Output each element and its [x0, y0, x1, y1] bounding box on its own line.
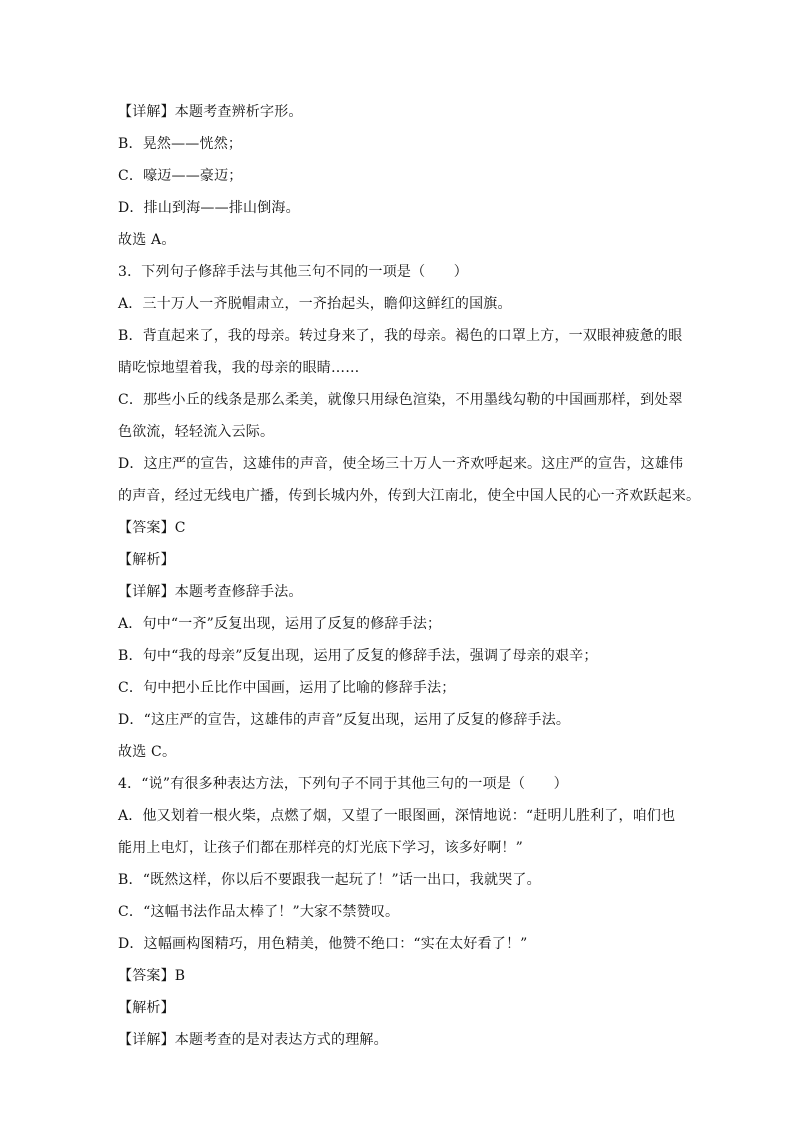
question-3-detail-heading: 【详解】本题考查修辞手法。: [118, 584, 303, 600]
analysis-detail-line: 【详解】本题考查辨析字形。: [118, 104, 303, 120]
question-3-explanation-a: A．句中“一齐”反复出现，运用了反复的修辞手法；: [118, 616, 442, 632]
question-3-option-c-line-1: C．那些小丘的线条是那么柔美，就像只用绿色渲染，不用墨线勾勒的中国画那样，到处翠: [118, 392, 683, 408]
question-4-analysis-heading: 【解析】: [118, 1000, 175, 1016]
question-4-option-b: B．“既然这样，你以后不要跟我一起玩了！”话一出口，我就哭了。: [118, 872, 541, 888]
question-3-option-c-line-2: 色欲流，轻轻流入云际。: [118, 424, 275, 440]
question-4-answer: 【答案】B: [118, 968, 186, 984]
question-3-option-d-line-2: 的声音，经过无线电广播，传到长城内外，传到大江南北，使全中国人民的心一齐欢跃起来。: [118, 488, 701, 504]
question-4-stem: 4．“说”有很多种表达方法，下列句子不同于其他三句的一项是（ ）: [118, 776, 568, 792]
question-3-choose-answer: 故选 C。: [118, 744, 177, 760]
question-4-option-a-line-1: A．他又划着一根火柴，点燃了烟，又望了一眼图画，深情地说：“赶明儿胜利了，咱们也: [118, 808, 676, 824]
question-3-option-b-line-1: B．背直起来了，我的母亲。转过身来了，我的母亲。褐色的口罩上方，一双眼神疲惫的眼: [118, 328, 683, 344]
choose-answer-line: 故选 A。: [118, 232, 176, 248]
question-3-analysis-heading: 【解析】: [118, 552, 175, 568]
question-3-answer: 【答案】C: [118, 520, 186, 536]
question-3-stem: 3．下列句子修辞手法与其他三句不同的一项是（ ）: [118, 264, 468, 280]
question-3-option-b-line-2: 睛吃惊地望着我，我的母亲的眼睛……: [118, 360, 360, 376]
question-3-option-d-line-1: D．这庄严的宣告，这雄伟的声音，使全场三十万人一齐欢呼起来。这庄严的宣告，这雄伟: [118, 456, 684, 472]
question-4-option-c: C．“这幅书法作品太棒了！”大家不禁赞叹。: [118, 904, 400, 920]
question-3-explanation-d: D．“这庄严的宣告，这雄伟的声音”反复出现，运用了反复的修辞手法。: [118, 712, 571, 728]
question-4-option-d: D．这幅画构图精巧，用色精美，他赞不绝口：“实在太好看了！”: [118, 936, 528, 952]
option-c-line: C．嚎迈——豪迈；: [118, 168, 243, 184]
option-d-line: D．排山到海——排山倒海。: [118, 200, 300, 216]
question-3-explanation-c: C．句中把小丘比作中国画，运用了比喻的修辞手法；: [118, 680, 456, 696]
question-4-detail-heading: 【详解】本题考查的是对表达方式的理解。: [118, 1032, 388, 1048]
question-4-option-a-line-2: 能用上电灯，让孩子们都在那样亮的灯光底下学习，该多好啊！”: [118, 840, 523, 856]
option-b-line: B．晃然——恍然；: [118, 136, 243, 152]
question-3-option-a: A．三十万人一齐脱帽肃立，一齐抬起头，瞻仰这鲜红的国旗。: [118, 296, 512, 312]
question-3-explanation-b: B．句中“我的母亲”反复出现，运用了反复的修辞手法，强调了母亲的艰辛；: [118, 648, 598, 664]
